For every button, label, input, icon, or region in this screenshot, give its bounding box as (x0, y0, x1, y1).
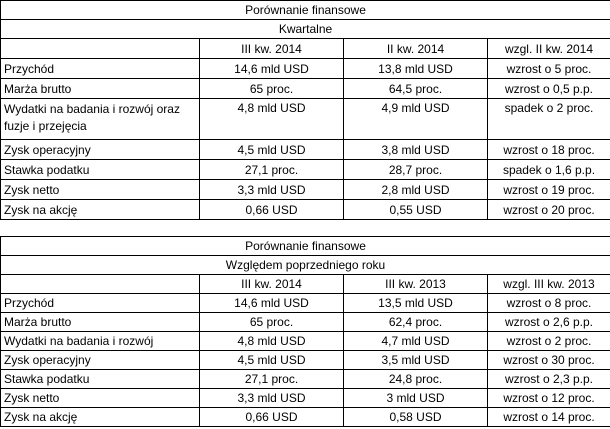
header-cell: wzgl. II kw. 2014 (488, 39, 610, 59)
table-cell: 28,7 proc. (344, 160, 488, 180)
table-row (1, 140, 610, 160)
table-cell: wzrost o 2,3 p.p. (488, 370, 610, 389)
table-cell: 3,8 mld USD (344, 140, 488, 160)
table-row (1, 79, 610, 99)
header-cell: III kw. 2014 (200, 275, 344, 294)
table-cell: 0,66 USD (200, 200, 344, 220)
table-cell: 4,8 mld USD (200, 332, 344, 351)
row-label: Marża brutto (1, 79, 200, 99)
row-label: Wydatki na badania i rozwój oraz fuzje i przejęcia (1, 99, 200, 140)
table-cell: wzrost o 2 proc. (488, 332, 610, 351)
header-cell: II kw. 2014 (344, 39, 488, 59)
row-label: Przychód (1, 294, 200, 313)
table-cell: 13,8 mld USD (344, 59, 488, 79)
row-label: Stawka podatku (1, 370, 200, 389)
table-cell: wzrost o 5 proc. (488, 59, 610, 79)
table-header-row (1, 39, 610, 59)
table-title: Porównanie finansowe (1, 1, 610, 20)
header-cell (1, 39, 200, 59)
table-row (1, 408, 610, 427)
year-over-year-comparison-table (0, 236, 610, 427)
header-cell: III kw. 2014 (200, 39, 344, 59)
table-row (1, 59, 610, 79)
table-row (1, 294, 610, 313)
table-cell: spadek o 2 proc. (488, 99, 610, 140)
table-cell: 0,58 USD (344, 408, 488, 427)
header-cell (1, 275, 200, 294)
table-cell: 3 mld USD (344, 389, 488, 408)
table-cell: 4,8 mld USD (200, 99, 344, 140)
table-row (1, 370, 610, 389)
row-label: Zysk operacyjny (1, 351, 200, 370)
table-cell: 27,1 proc. (200, 160, 344, 180)
table-row (1, 351, 610, 370)
table-title: Porównanie finansowe (1, 237, 610, 256)
table-cell: wzrost o 19 proc. (488, 180, 610, 200)
header-cell: III kw. 2013 (344, 275, 488, 294)
table-row (1, 332, 610, 351)
row-label: Stawka podatku (1, 160, 200, 180)
row-label: Zysk na akcję (1, 408, 200, 427)
table-row (1, 160, 610, 180)
table-subtitle: Kwartalne (1, 20, 610, 39)
table-row (1, 200, 610, 220)
table-cell: 3,5 mld USD (344, 351, 488, 370)
table-cell: 3,3 mld USD (200, 389, 344, 408)
table-cell: wzrost o 14 proc. (488, 408, 610, 427)
table-cell: 65 proc. (200, 79, 344, 99)
table-cell: wzrost o 20 proc. (488, 200, 610, 220)
row-label: Zysk netto (1, 389, 200, 408)
table-subtitle: Względem poprzedniego roku (1, 256, 610, 275)
table-row (1, 389, 610, 408)
table-cell: 14,6 mld USD (200, 59, 344, 79)
row-label: Marża brutto (1, 313, 200, 332)
table-cell: 4,9 mld USD (344, 99, 488, 140)
row-label: Zysk na akcję (1, 200, 200, 220)
table-cell: 14,6 mld USD (200, 294, 344, 313)
table-cell: 24,8 proc. (344, 370, 488, 389)
header-cell: wzgl. III kw. 2013 (488, 275, 610, 294)
row-label: Zysk operacyjny (1, 140, 200, 160)
table-cell: wzrost o 12 proc. (488, 389, 610, 408)
table-cell: 3,3 mld USD (200, 180, 344, 200)
table-cell: 13,5 mld USD (344, 294, 488, 313)
table-cell: 0,55 USD (344, 200, 488, 220)
table-cell: wzrost o 18 proc. (488, 140, 610, 160)
row-label: Przychód (1, 59, 200, 79)
table-cell: 2,8 mld USD (344, 180, 488, 200)
table-cell: 27,1 proc. (200, 370, 344, 389)
table-cell: 4,7 mld USD (344, 332, 488, 351)
table-cell: wzrost o 2,6 p.p. (488, 313, 610, 332)
table-cell: 65 proc. (200, 313, 344, 332)
row-label: Zysk netto (1, 180, 200, 200)
row-label: Wydatki na badania i rozwój (1, 332, 200, 351)
table-cell: 0,66 USD (200, 408, 344, 427)
table-cell: wzrost o 8 proc. (488, 294, 610, 313)
table-row (1, 99, 610, 140)
table-row (1, 180, 610, 200)
table-row (1, 313, 610, 332)
table-cell: 4,5 mld USD (200, 140, 344, 160)
table-cell: wzrost o 0,5 p.p. (488, 79, 610, 99)
table-header-row (1, 275, 610, 294)
table-cell: 4,5 mld USD (200, 351, 344, 370)
table-cell: 64,5 proc. (344, 79, 488, 99)
table-cell: wzrost o 30 proc. (488, 351, 610, 370)
table-cell: spadek o 1,6 p.p. (488, 160, 610, 180)
table-cell: 62,4 proc. (344, 313, 488, 332)
